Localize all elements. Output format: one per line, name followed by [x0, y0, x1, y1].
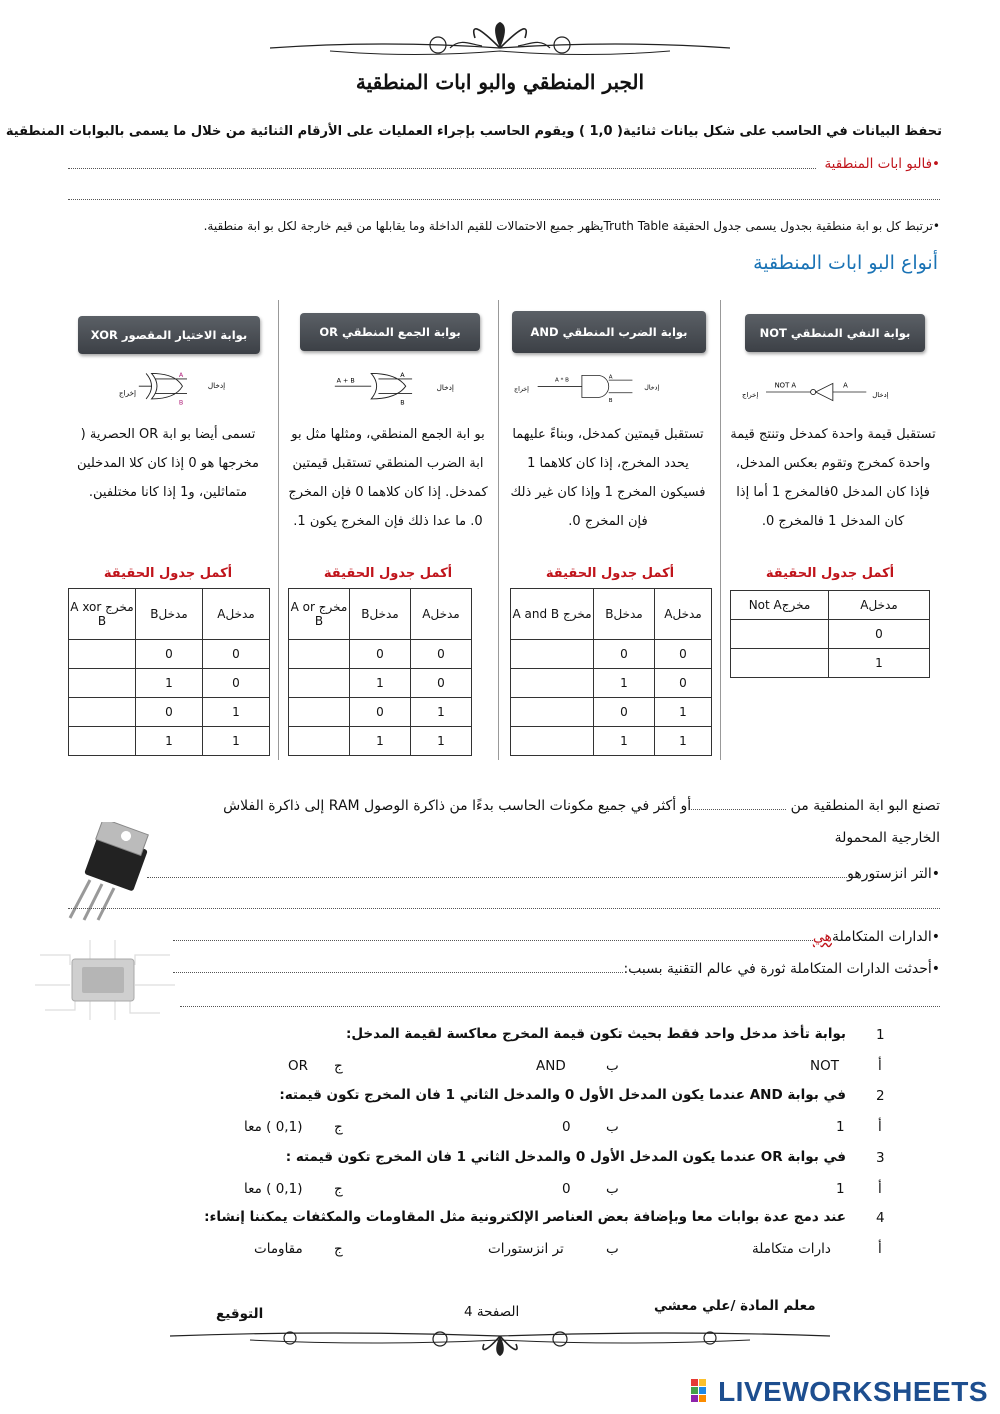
header-cell: مدخلA [829, 591, 930, 620]
not-gate-description: تستقبل قيمة واحدة كمدخل وتنتج قيمة واحدة كمخرج وتقوم بعكس المدخل، فإذا كان المدخل 0فالمخرج 1 أما إذا كان المدخل 1 فالمخرج 0. [730, 427, 936, 529]
input-cell: 1 [411, 727, 472, 756]
input-cell: 1 [594, 669, 655, 698]
output-answer-cell[interactable] [511, 727, 594, 756]
input-cell: 1 [829, 649, 930, 678]
not-truth-table-title: أكمل جدول الحقيقة [765, 566, 895, 581]
answer-line-revolution-2[interactable] [180, 1006, 940, 1007]
gate-types-heading: أنواع البو ابات المنطقية [753, 252, 938, 274]
option-letter: ج [334, 1058, 343, 1074]
option-letter: ب [606, 1181, 619, 1197]
xor-truth-table [68, 588, 270, 756]
and-truth-table [510, 588, 712, 756]
liveworksheets-logo[interactable]: LIVEWORKSHEETS [718, 1376, 988, 1407]
input-cell: 1 [203, 727, 270, 756]
input-a-label: A [400, 372, 405, 380]
option-letter: ب [606, 1241, 619, 1257]
option-letter: أ [878, 1181, 882, 1197]
input-cell: 0 [350, 698, 411, 727]
input-cell: 0 [594, 698, 655, 727]
input-a-label: A [178, 372, 184, 380]
input-a-label: A [843, 381, 848, 390]
output-answer-cell[interactable] [511, 640, 594, 669]
output-answer-cell[interactable] [289, 727, 350, 756]
output-answer-cell[interactable] [289, 640, 350, 669]
input-b-label: B [608, 398, 613, 405]
signature-label: التوقيع [216, 1306, 264, 1322]
input-cell: 1 [655, 698, 712, 727]
made-from-line-2: الخارجية المحمولة [834, 830, 940, 846]
input-label: إدخال [644, 384, 660, 392]
ic-line [120, 929, 940, 945]
question-number: 1 [876, 1027, 885, 1043]
output-answer-cell[interactable] [69, 669, 136, 698]
question-text: عند دمج عدة بوابات معا وبإضافة بعض العناصر الإلكترونية مثل المقاومات والمكثفات يمكننا إنشاء: [204, 1209, 846, 1225]
output-answer-cell[interactable] [289, 698, 350, 727]
header-cell: مدخلA [411, 589, 472, 640]
and-truth-table-title: أكمل جدول الحقيقة [545, 566, 675, 581]
bottom-ornament [170, 1318, 830, 1358]
input-cell: 1 [655, 727, 712, 756]
option-letter: ج [334, 1181, 343, 1197]
gate-button-not: بوابة النفي المنطقي NOT [745, 314, 925, 352]
option-letter: ج [334, 1119, 343, 1135]
input-cell: 0 [655, 669, 712, 698]
question-text: في بوابة OR عندما يكون المدخل الأول 0 والمدخل الثاني 1 فان المخرج تكون قيمته : [285, 1149, 846, 1165]
revolution-line [60, 961, 940, 977]
question-text: بوابة تأخذ مدخل واحد فقط بحيث تكون قيمة المخرج معاكسة لقيمة المدخل: [345, 1026, 846, 1042]
page-title: الجبر المنطقي والبو ابات المنطقية [355, 70, 645, 94]
option-letter: ب [606, 1058, 619, 1074]
answer-line-gates-def[interactable] [68, 168, 816, 169]
input-cell: 1 [411, 698, 472, 727]
header-cell: مخرج A xor B [69, 589, 136, 640]
option-letter: أ [878, 1119, 882, 1135]
answer-line-gates-def-2[interactable] [68, 199, 940, 200]
output-answer-cell[interactable] [511, 669, 594, 698]
output-answer-cell[interactable] [69, 698, 136, 727]
option-not[interactable]: NOT [810, 1058, 839, 1074]
page-number: الصفحة 4 [464, 1304, 520, 1320]
output-answer-cell[interactable] [511, 698, 594, 727]
answer-blank-ic[interactable] [173, 940, 813, 941]
question-number: 3 [876, 1150, 885, 1166]
input-label: إدخال [207, 381, 226, 390]
option-letter: ب [606, 1119, 619, 1135]
output-answer-cell[interactable] [69, 640, 136, 669]
option-letter: ج [334, 1241, 343, 1257]
output-label: إخراج [514, 386, 529, 394]
header-cell: مخرج A or B [289, 589, 350, 640]
answer-blank-made-from[interactable] [691, 809, 786, 810]
or-gate-diagram [328, 368, 478, 408]
input-b-label: B [400, 399, 405, 407]
made-from-end: أو أكثر في جميع مكونات الحاسب بدءًا من ذاكرة الوصول RAM إلى ذاكرة الفلاش [223, 798, 692, 814]
option-resistors[interactable]: مقاومات [254, 1241, 303, 1257]
gate-button-and: بوابة الضرب المنطقي AND [512, 311, 706, 353]
gates-definition-label: •فالبو ابات المنطقية [824, 156, 940, 172]
option-both[interactable]: (0,1 ) معا [244, 1181, 303, 1197]
gate-button-or: بوابة الجمع المنطقي OR [300, 313, 480, 351]
output-answer-cell[interactable] [731, 620, 829, 649]
input-cell: 1 [203, 698, 270, 727]
header-cell: مدخلB [594, 589, 655, 640]
or-truth-table-title: أكمل جدول الحقيقة [323, 566, 453, 581]
input-cell: 0 [655, 640, 712, 669]
transistor-label: •التر انزستورهو [847, 866, 940, 882]
made-from-start: تصنع البو ابة المنطقية من [786, 798, 940, 814]
option-1[interactable]: 1 [836, 1181, 845, 1197]
output-symbol-label: NOT A [774, 381, 797, 390]
input-cell: 0 [411, 669, 472, 698]
output-label: إخراج [118, 388, 137, 398]
gate-button-xor: بوابة الاختيار المقصور XOR [78, 316, 260, 354]
header-cell: مخرج A and B [511, 589, 594, 640]
output-label: إخراج [742, 391, 759, 400]
option-ic[interactable]: دارات متكاملة [752, 1241, 831, 1257]
column-divider [720, 300, 721, 760]
teacher-name: معلم المادة /علي معشي [654, 1298, 816, 1314]
question-number: 2 [876, 1088, 885, 1104]
input-cell: 1 [350, 727, 411, 756]
answer-blank-revolution[interactable] [173, 972, 623, 973]
header-cell: مدخلB [350, 589, 411, 640]
ic-is-word: هي [812, 929, 832, 945]
option-or[interactable]: OR [288, 1058, 309, 1074]
question-text: في بوابة AND عندما يكون المدخل الأول 0 والمدخل الثاني 1 فان المخرج تكون قيمته: [279, 1087, 846, 1103]
output-answer-cell[interactable] [731, 649, 829, 678]
input-cell: 0 [350, 640, 411, 669]
input-cell: 1 [136, 727, 203, 756]
input-cell: 0 [136, 640, 203, 669]
question-number: 4 [876, 1210, 885, 1226]
header-cell: مدخلB [136, 589, 203, 640]
and-gate-description: تستقبل قيمتين كمدخل، وبناءً عليهما يحدد المخرج، إذا كان كلاهما 1 فسيكون المخرج 1 وإذا كان غير ذلك فإن المخرج 0. [510, 427, 706, 529]
intro-line: تحفظ البيانات في الحاسب على شكل بيانات ثنائية( 1,0 ) ويقوم الحاسب بإجراء العمليات على الأرقام الثنائية من خلال ما يسمى بالبوابات المنطقية [5, 124, 942, 139]
option-0[interactable]: 0 [562, 1181, 571, 1197]
input-cell: 0 [203, 640, 270, 669]
input-label: إدخال [872, 391, 889, 400]
input-cell: 1 [350, 669, 411, 698]
option-1[interactable]: 1 [836, 1119, 845, 1135]
output-symbol-label: A + B [336, 377, 355, 385]
output-answer-cell[interactable] [289, 669, 350, 698]
integrated-circuit-image [30, 935, 180, 1025]
header-cell: مدخلA [203, 589, 270, 640]
or-truth-table [288, 588, 472, 756]
truth-table-line: •ترتبط كل بو ابة منطقية بجدول يسمى جدول الحقيقة Truth Tableيظهر جميع الاحتمالات للقيم الداخلة وما يقابلها من قيم خارجة لكل بو ابة منطقية. [203, 219, 940, 233]
input-cell: 0 [829, 620, 930, 649]
not-gate-diagram [742, 372, 892, 412]
and-gate-diagram [514, 368, 664, 408]
header-cell: مخرجNot A [731, 591, 829, 620]
liveworksheets-logo-icon [690, 1378, 716, 1404]
header-cell: مدخلA [655, 589, 712, 640]
option-and[interactable]: AND [536, 1058, 566, 1074]
column-divider [498, 300, 499, 760]
ic-label: •الدارات المتكاملة [831, 929, 940, 945]
input-cell: 0 [203, 669, 270, 698]
input-cell: 1 [136, 669, 203, 698]
input-cell: 0 [411, 640, 472, 669]
top-ornament [270, 18, 730, 68]
answer-line-transistor-2[interactable] [68, 908, 940, 909]
xor-truth-table-title: أكمل جدول الحقيقة [103, 566, 233, 581]
input-cell: 1 [594, 727, 655, 756]
input-cell: 0 [594, 640, 655, 669]
or-gate-description: بو ابة الجمع المنطقي، ومثلها مثل بو ابة الضرب المنطقي تستقبل قيمتين كمدخل. إذا كان كلاهما 0 فإن المخرج 0. ما عدا ذلك فإن المخرج يكون 1. [288, 427, 488, 529]
input-cell: 0 [136, 698, 203, 727]
output-symbol-label: A * B [555, 377, 569, 384]
transistor-line [120, 866, 940, 882]
not-truth-table [730, 590, 930, 678]
input-a-label: A [608, 374, 613, 381]
revolution-label: •أحدثت الدارات المتكاملة ثورة في عالم التقنية بسبب: [623, 961, 940, 977]
option-both[interactable]: (0,1 ) معا [244, 1119, 303, 1135]
xor-gate-diagram [112, 368, 262, 408]
option-0[interactable]: 0 [562, 1119, 571, 1135]
answer-blank-transistor[interactable] [147, 877, 847, 878]
xor-gate-description: تسمى أيضا بو ابة OR الحصرية ( مخرجها هو 0 إذا كان كلا المدخلين متماثلين، و1 إذا كانا مختلفين. [77, 427, 259, 500]
input-b-label: B [178, 399, 184, 407]
option-letter: أ [878, 1241, 882, 1257]
made-from-line [60, 798, 940, 814]
column-divider [278, 300, 279, 760]
option-letter: أ [878, 1058, 882, 1074]
output-answer-cell[interactable] [69, 727, 136, 756]
option-transistors[interactable]: تر انزستورات [488, 1241, 564, 1257]
input-label: إدخال [436, 382, 454, 392]
